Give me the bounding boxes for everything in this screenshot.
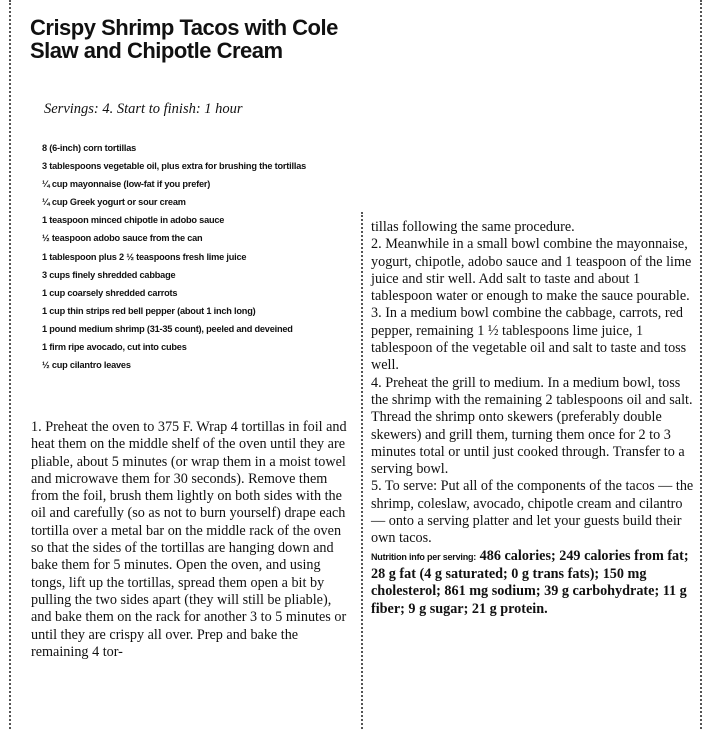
nutrition-values: 486 calories; 249 calories from fat; 28 g fat (4 g saturated; 0 g trans fats); 150 mg cholesterol; 861 mg sodium; 39 g carbohydrate; 11 g fiber; 9 g sugar; 21 g protein. (371, 547, 689, 617)
step-3-text: 3. In a medium bowl combine the cabbage, carrots, red pepper, remaining 1 ½ tablespoons lime juice, 1 tablespoon of the vegetable oil and salt to taste and toss well. (371, 305, 687, 374)
ingredient-item: 1 tablespoon plus 2 ½ teaspoons fresh lime juice (42, 251, 247, 262)
ingredient-item: ½ cup cilantro leaves (42, 360, 131, 371)
ingredient-item: 1 firm ripe avocado, cut into cubes (42, 342, 187, 353)
ingredient-item: ¼ cup Greek yogurt or sour cream (42, 197, 186, 208)
instructions-column-right (371, 219, 697, 618)
nutrition-info (371, 548, 697, 618)
column-dotted-rule (361, 212, 363, 729)
instructions-column-left (31, 419, 353, 661)
ingredient-item: ½ teaspoon adobo sauce from the can (42, 233, 203, 244)
ingredient-item: ¼ cup mayonnaise (low-fat if you prefer) (42, 179, 211, 190)
step-5-text: 5. To serve: Put all of the components of the tacos — the shrimp, coleslaw, avocado, chipotle cream and cilantro — onto a serving platter and let your guests build their own tacos. (371, 478, 694, 547)
ingredient-item: 8 (6-inch) corn tortillas (42, 143, 137, 153)
ingredient-item: 1 cup thin strips red bell pepper (about 1 inch long) (42, 305, 256, 316)
step-4-text: 4. Preheat the grill to medium. In a medium bowl, toss the shrimp with the remaining 2 tablespoons oil and salt. Thread the shrimp onto skewers (preferably double skewers) and grill them, turning them once for 2 to 3 minutes total or until just cooked through. Transfer to a serving bowl. (371, 374, 693, 478)
ingredient-item: 1 pound medium shrimp (31-35 count), peeled and deveined (42, 323, 293, 334)
left-dotted-rule (9, 0, 11, 729)
ingredient-item: 1 teaspoon minced chipotle in adobo sauce (42, 215, 225, 226)
recipe-title: Crispy Shrimp Tacos with Cole Slaw and Chipotle Cream (30, 15, 338, 63)
ingredient-item: 3 cups finely shredded cabbage (42, 269, 176, 280)
ingredient-list (30, 139, 346, 374)
right-dotted-rule (700, 0, 702, 729)
nutrition-label: Nutrition info per serving: (371, 551, 477, 562)
step-1-continued: tillas following the same procedure. (371, 219, 575, 235)
servings-line: Servings: 4. Start to finish: 1 hour (44, 101, 243, 117)
ingredient-item: 3 tablespoons vegetable oil, plus extra for brushing the tortillas (42, 161, 307, 172)
step-2-text: 2. Meanwhile in a small bowl combine the mayonnaise, yogurt, chipotle, adobo sauce and 1 teaspoon of the lime juice and stir well. Add salt to taste and about 1 tablespoon water or enough to make the sauce pourable. (371, 236, 692, 305)
step-1-text: 1. Preheat the oven to 375 F. Wrap 4 tortillas in foil and heat them on the middle shelf of the oven until they are pliable, about 5 minutes (or wrap them in a moist towel and microwave them for 30 seconds). Remove them from the foil, brush them lightly on both sides with the oil and carefully (so as not to burn yourself) drape each tortilla over a metal bar on the middle rack of the oven so that the sides of the tortillas are hanging down and bake them for 5 minutes. Open the oven, and using tongs, lift up the tortillas, spread them open a bit by pulling the two sides apart (they will still be pliable), and bake them on the rack for another 3 to 5 minutes or until they are crispy all over. Prep and bake the remaining 4 tor- (31, 419, 347, 660)
ingredient-item: 1 cup coarsely shredded carrots (42, 287, 178, 298)
